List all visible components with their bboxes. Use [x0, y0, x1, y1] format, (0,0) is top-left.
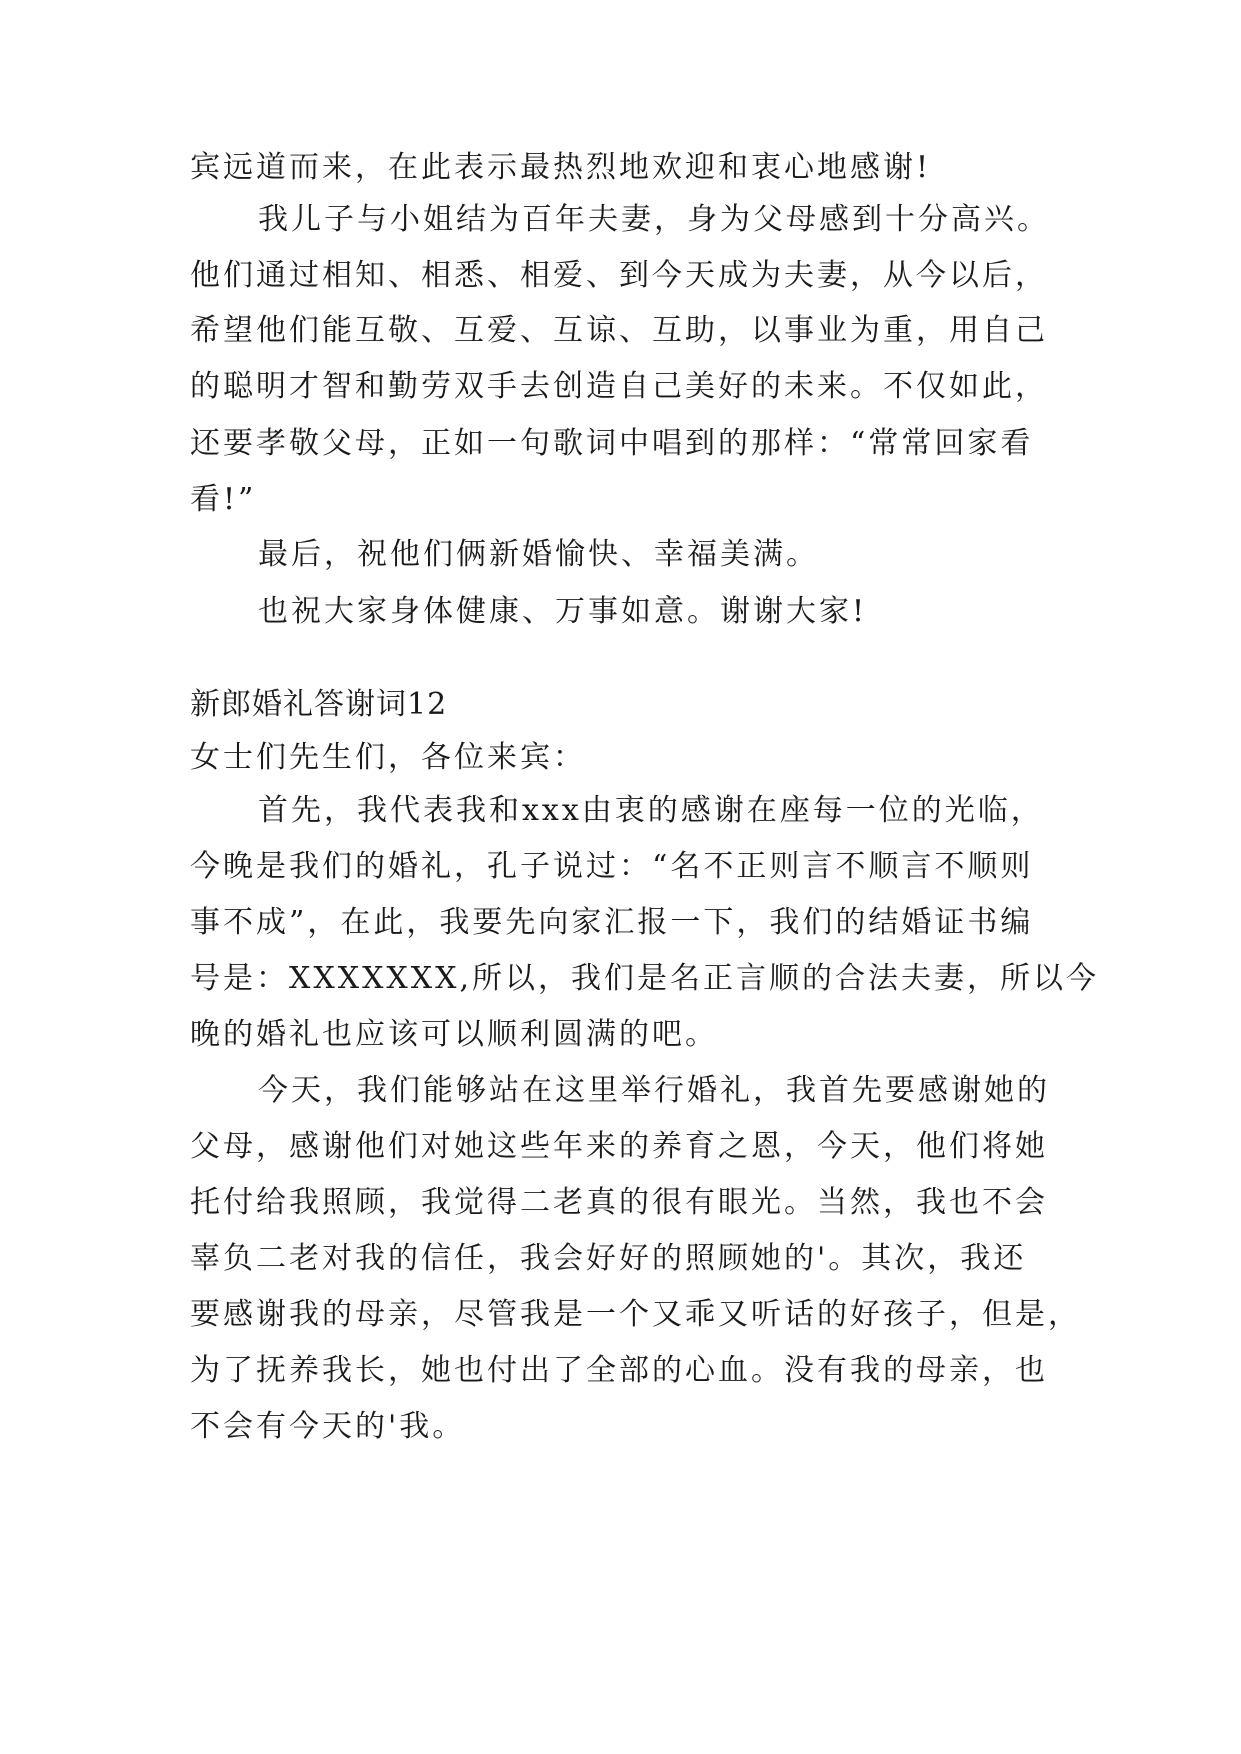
paragraph-line: 的聪明才智和勤劳双手去创造自己美好的未来。不仅如此， — [190, 369, 1048, 404]
paragraph-line: 辜负二老对我的信任，我会好好的照顾她的'。其次，我还 — [190, 1241, 1027, 1276]
paragraph-line: 号是：XXXXXXX,所以，我们是名正言顺的合法夫妻，所以今 — [190, 961, 1100, 996]
paragraph-line: 我儿子与小姐结为百年夫妻，身为父母感到十分高兴。 — [258, 202, 1050, 237]
paragraph-line: 今晚是我们的婚礼，孔子说过：“名不正则言不顺言不顺则 — [190, 849, 1034, 884]
paragraph-line: 他们通过相知、相悉、相爱、到今天成为夫妻，从今以后， — [190, 258, 1048, 293]
paragraph-line: 父母，感谢他们对她这些年来的养育之恩，今天，他们将她 — [190, 1129, 1048, 1164]
paragraph-line: 还要孝敬父母，正如一句歌词中唱到的那样：“常常回家看 — [190, 426, 1034, 461]
paragraph-line: 晚的婚礼也应该可以顺利圆满的吧。 — [190, 1017, 718, 1052]
paragraph-line: 事不成”，在此，我要先向家汇报一下，我们的结婚证书编 — [190, 905, 1034, 940]
paragraph-line: 也祝大家身体健康、万事如意。谢谢大家! — [258, 594, 868, 629]
paragraph-line: 最后，祝他们俩新婚愉快、幸福美满。 — [258, 537, 819, 572]
paragraph-line: 希望他们能互敬、互爱、互谅、互助，以事业为重，用自己 — [190, 313, 1048, 348]
section-title: 新郎婚礼答谢词12 — [190, 687, 448, 722]
greeting-line: 女士们先生们，各位来宾： — [190, 740, 586, 775]
paragraph-line: 看!” — [190, 482, 257, 517]
paragraph-line: 宾远道而来，在此表示最热烈地欢迎和衷心地感谢! — [190, 150, 932, 185]
paragraph-line: 今天，我们能够站在这里举行婚礼，我首先要感谢她的 — [258, 1073, 1050, 1108]
paragraph-line: 首先，我代表我和xxx由衷的感谢在座每一位的光临， — [258, 793, 1044, 828]
paragraph-line: 托付给我照顾，我觉得二老真的很有眼光。当然，我也不会 — [190, 1185, 1048, 1220]
paragraph-line: 不会有今天的'我。 — [190, 1409, 466, 1444]
paragraph-line: 要感谢我的母亲，尽管我是一个又乖又听话的好孩子，但是， — [190, 1297, 1081, 1332]
paragraph-line: 为了抚养我长，她也付出了全部的心血。没有我的母亲，也 — [190, 1353, 1048, 1388]
